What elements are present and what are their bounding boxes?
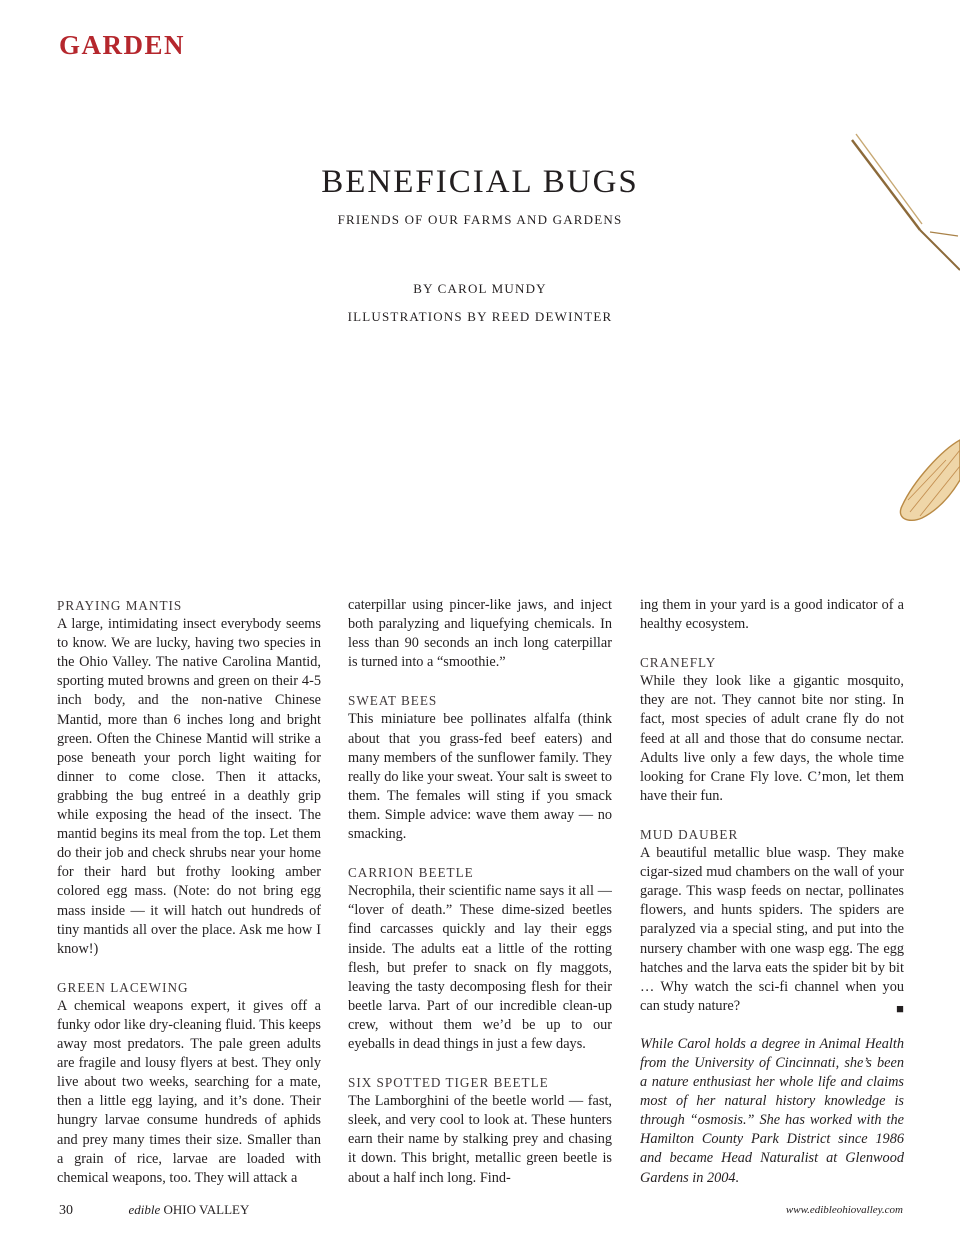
article-subtitle: FRIENDS OF OUR FARMS AND GARDENS: [337, 212, 623, 227]
heading-green-lacewing: GREEN LACEWING: [57, 979, 189, 995]
paragraph-mud-dauber: [640, 844, 904, 1016]
publication-name: [129, 1202, 250, 1217]
page-number: 30: [59, 1203, 73, 1218]
paragraph-carrion-beetle: Necrophila, their scientific name says it all — “lover of death.” These dime-sized beetles find carcasses quickly and lay their eggs inside. The adults eat a little of the rotting flesh, but prefer to snack on fly maggots, leaving the tasty decomposing flesh for their beetle larva. Part of our incredible clean-up crew, without them we’d be up to our eyeballs in dead things in just a few days.: [348, 883, 612, 1052]
column-1: [57, 596, 321, 1196]
heading-sweat-bees: SWEAT BEES: [348, 693, 438, 709]
publication-name-italic: edible: [128, 1202, 161, 1217]
footer-url: www.edibleohiovalley.com: [785, 1204, 903, 1216]
author-byline: BY CAROL MUNDY: [413, 281, 547, 296]
column-2: [348, 596, 612, 1196]
footer-left: [59, 1202, 249, 1219]
paragraph-tiger-beetle: The Lamborghini of the beetle world — fast, sleek, and very cool to look at. These hunters earn their name by stalking prey and chasing it down. This bright, metallic green beetle is about a half inch long. Find-: [348, 1093, 612, 1186]
mud-dauber-text: A beautiful metallic blue wasp. They make cigar-sized mud chambers on the wall of your garage. This wasp feeds on nectar, pollinates flowers, and hunts spiders. The spiders are paralyzed via a special sting, and put into the nursery chamber with one wasp egg. The egg hatches and the larva eats the spider bit by bit … Why watch the sci-fi channel when you can study nature?: [640, 845, 904, 1014]
paragraph-cranefly: While they look like a gigantic mosquito, they are not. They cannot bite nor sting. In fact, most species of adult crane fly do not feed at all and those that do consume nectar. Adults live only a few days, the whole time looking for Crane Fly love. C’mon, let them have their fun.: [640, 673, 904, 804]
heading-mud-dauber: MUD DAUBER: [640, 826, 739, 842]
paragraph-praying-mantis: A large, intimidating insect everybody seems to know. We are lucky, having two species in the Ohio Valley. The native Carolina Mantid, sporting muted browns and green on their 4-5 inch body, and the non-native Chinese Mantid, more than 6 inches long and bright green. Often the Chinese Mantid will strike a pose beneath your porch light waiting for dinner to come close. Then it attacks, grabbing the bug entreé in a deathly grip while exposing the head of the insect. The mantid begins its meal from the top. Let them do their job and check shrubs near your home for their hard but frothy looking amber colored egg mass. (Note: do not bring egg mass inside — it will hatch out hundreds of tiny mantids all over the place. Ask me how I know!): [57, 616, 321, 957]
paragraph-lacewing-continued: caterpillar using pincer-like jaws, and inject both paralyzing and liquefying chemicals. In less than 90 seconds an inch long caterpillar is turned into a “smoothie.”: [348, 597, 612, 671]
heading-cranefly: CRANEFLY: [640, 655, 717, 671]
heading-carrion-beetle: CARRION BEETLE: [348, 865, 474, 881]
article-title: BENEFICIAL BUGS: [321, 164, 639, 200]
publication-name-rest: OHIO VALLEY: [160, 1202, 250, 1217]
paragraph-tiger-beetle-continued: ing them in your yard is a good indicator of a healthy ecosystem.: [640, 597, 904, 633]
title-block: [280, 164, 680, 325]
heading-tiger-beetle: SIX SPOTTED TIGER BEETLE: [348, 1075, 549, 1091]
illustrator-credit: ILLUSTRATIONS BY REED DEWINTER: [347, 309, 613, 324]
author-bio: While Carol holds a degree in Animal Health from the University of Cincinnati, she’s been a nature enthusiast her whole life and claims most of her natural history knowledge is through “osmosis.” She has worked with the Hamilton County Park District since 1986 and became Head Naturalist at Glenwood Gardens in 2004.: [640, 1035, 904, 1186]
paragraph-sweat-bees: This miniature bee pollinates alfalfa (think about that you grass-fed beef eaters) and many members of the sunflower family. They really do like your sweat. Your salt is sweet to them. The females will sting if you smack them. Simple advice: wave them away — no smacking.: [348, 711, 612, 843]
section-label: GARDEN: [59, 30, 186, 60]
end-mark-icon: ■: [896, 1000, 904, 1016]
heading-praying-mantis: PRAYING MANTIS: [57, 598, 183, 613]
column-3: [640, 596, 904, 1196]
cranefly-illustration: [850, 120, 960, 545]
paragraph-green-lacewing: A chemical weapons expert, it gives off a funky odor like dry-cleaning fluid. This keeps away most predators. The pale green adults are fragile and lousy flyers at best. They only live about two weeks, searching for a mate, then a little egg laying, and it’s done. Their hungry larvae consume hundreds of aphids and prey many times their size. Smaller than a grain of rice, larvae are loaded with chemical weapons, too. They will attack a: [57, 997, 321, 1186]
